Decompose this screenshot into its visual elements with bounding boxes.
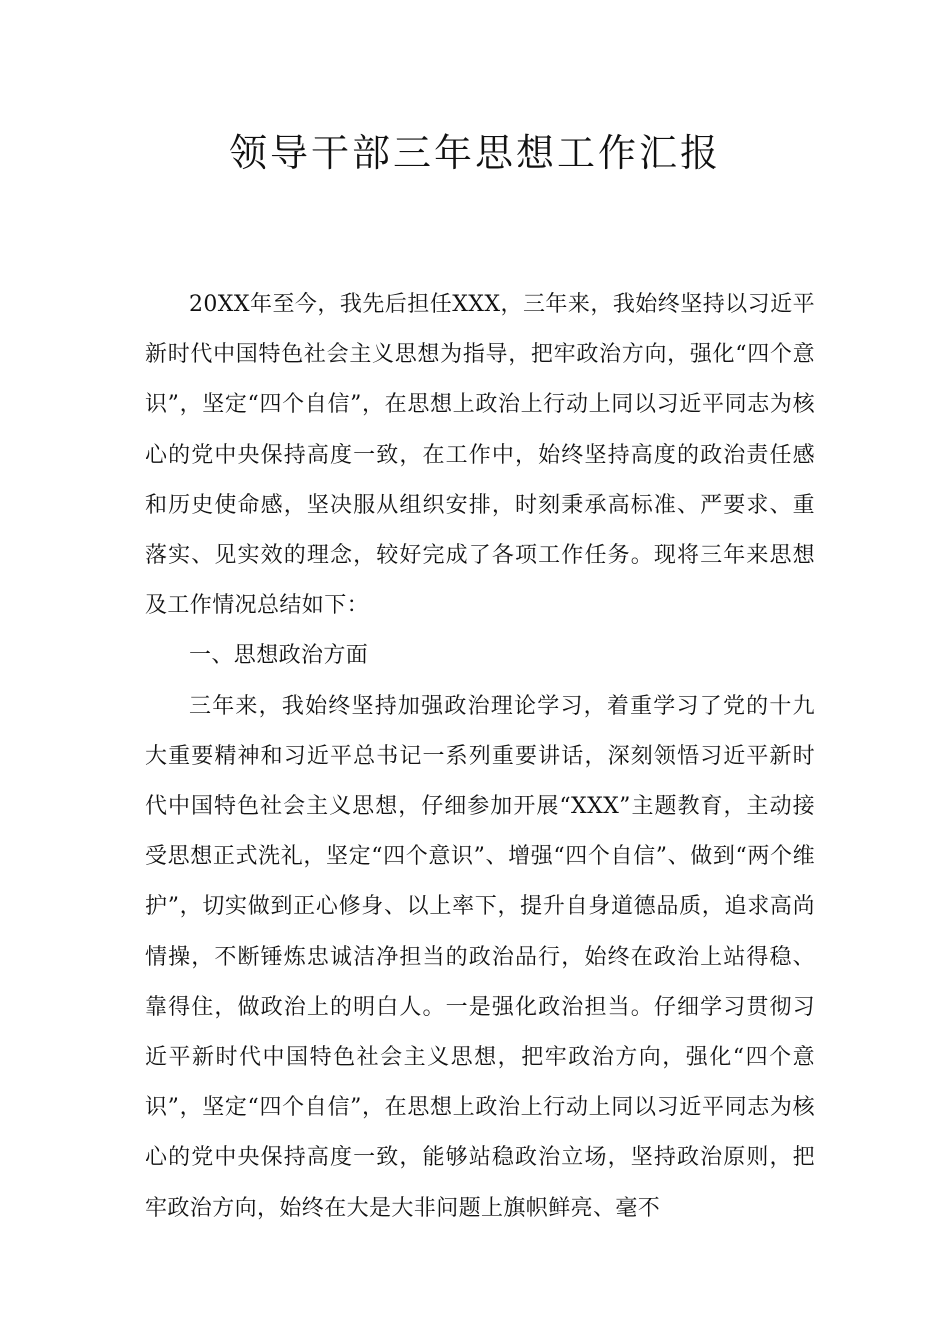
intro-paragraph: 20XX年至今，我先后担任XXX，三年来，我始终坚持以习近平新时代中国特色社会主义思想为指导，把牢政治方向，强化“四个意识”，坚定“四个自信”，在思想上政治上行动上同以习近平同志为核心的党中央保持高度一致，在工作中，始终坚持高度的政治责任感和历史使命感，坚决服从组织安排，时刻秉承高标准、严要求、重落实、见实效的理念，较好完成了各项工作任务。现将三年来思想及工作情况总结如下：: [145, 292, 815, 619]
document-title: 领导干部三年思想工作汇报: [228, 131, 721, 175]
section-heading-ideology: 一、思想政治方面: [189, 643, 369, 669]
document-body: [145, 280, 815, 1234]
ideology-paragraph: 三年来，我始终坚持加强政治理论学习，着重学习了党的十九大重要精神和习近平总书记一系列重要讲话，深刻领悟习近平新时代中国特色社会主义思想，仔细参加开展“XXX”主题教育，主动接受思想正式洗礼，坚定“四个意识”、增强“四个自信”、做到“两个维护”，切实做到正心修身、以上率下，提升自身道德品质，追求高尚情操，不断锤炼忠诚洁净担当的政治品行，始终在政治上站得稳、靠得住，做政治上的明白人。一是强化政治担当。仔细学习贯彻习近平新时代中国特色社会主义思想，把牢政治方向，强化“四个意识”，坚定“四个自信”，在思想上政治上行动上同以习近平同志为核心的党中央保持高度一致，能够站稳政治立场，坚持政治原则，把牢政治方向，始终在大是大非问题上旗帜鲜亮、毫不: [145, 693, 815, 1221]
